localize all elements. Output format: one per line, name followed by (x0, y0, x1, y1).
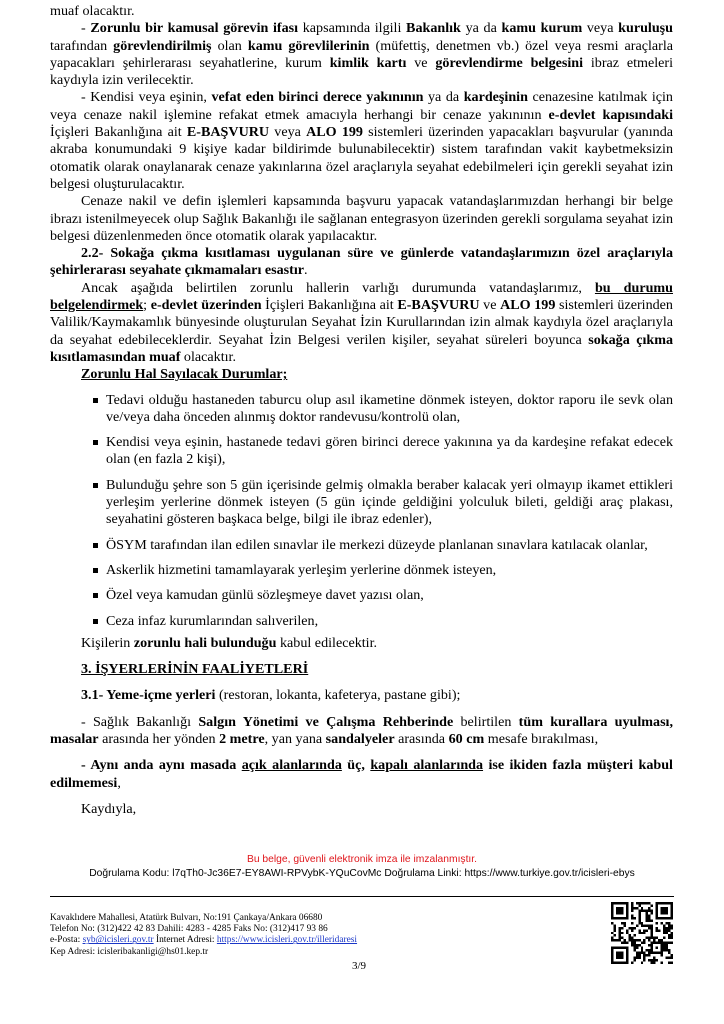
document-body (50, 3, 673, 818)
footer-email-line: e-Posta: syb@icisleri.gov.tr İnternet Adresi: https://www.icisleri.gov.tr/illeridaresi (50, 935, 358, 946)
list-item: Askerlik hizmetini tamamlayarak yerleşim yerlerine dönmek isteyen, (50, 562, 673, 579)
list-item: Bulunduğu şehre son 5 gün içerisinde gelmiş olmakla beraber kalacak yeri olmayıp ikamet ettikleri yerleşim yerlerine dönmek isteyen (5 gün içinde geldiğini yolculuk bileti, geldiği araç plakası, seyahatini gösteren başkaca belge, bilgi ile ibraz edenler), (50, 477, 673, 529)
verification-line: Doğrulama Kodu: l7qTh0-Jc36E7-EY8AWI-RPVybK-YQuCovMc Doğrulama Linki: https://www.turkiye.gov.tr/icisleri-ebys (89, 868, 635, 879)
bullet-square-icon (93, 483, 98, 488)
paragraph-cenaze: - Kendisi veya eşinin, vefat eden birinci derece yakınının ya da kardeşinin cenazesine katılmak için veya cenaze nakil işlemine refakat etmek amacıyla herhangi bir cenaze yakınının e-devlet kapısındaki İçişleri Bakanlığına ait E-BAŞVURU veya ALO 199 sistemleri üzerinden yapacakları başvurular (yanında akraba konumundaki 9 kişiye kadar bildirimde bulunabilecektir) sistem tarafından vakit kaybetmeksizin otomatik olarak onaylanarak cenaze yakınlarına özel araçlarıyla seyahat edebilmeleri için gerekli seyahat izin belgesi oluşturulacaktır. (50, 89, 673, 192)
bullet-square-icon (93, 593, 98, 598)
footer-contact (50, 913, 357, 958)
footer-divider (50, 896, 674, 897)
bullet-square-icon (93, 440, 98, 445)
qr-code-icon (611, 902, 673, 964)
paragraph-musteri-siniri: - Aynı anda aynı masada açık alanlarında üç, kapalı alanlarında ise ikiden fazla müşteri kabul edilmemesi, (50, 757, 673, 791)
e-signature-notice: Bu belge, güvenli elektronik imza ile imzalanmıştır. (246, 854, 478, 865)
paragraph-zorunlu-haller: Ancak aşağıda belirtilen zorunlu hallerin varlığı durumunda vatandaşlarımız, bu durumu belgelendirmek; e-devlet üzerinden İçişleri Bakanlığına ait E-BAŞVURU ve ALO 199 sistemleri üzerinden Valilik/Kaymakamlık bünyesinde oluşturulan Seyahat İzin Kurullarından izin almak kaydıyla özel araçlarıyla da seyahat edebileceklerdir. Seyahat İzin Belgesi verilen kişiler, seyahat süreleri boyunca sokağa çıkma kısıtlamasından muaf olacaktır. (50, 279, 673, 365)
bullet-list (50, 392, 673, 630)
section-2-2-heading: 2.2- Sokağa çıkma kısıtlaması uygulanan süre ve günlerde vatandaşlarımızın özel araçlarıyla şehirlerarası seyahate çıkmamaları esastır. (50, 245, 673, 279)
list-item: ÖSYM tarafından ilan edilen sınavlar ile merkezi düzeyde planlanan sınavlara katılacak olanlar, (50, 537, 673, 554)
bullet-square-icon (93, 568, 98, 573)
footer-kep: Kep Adresi: icisleribakanligi@hs01.kep.tr (50, 946, 209, 957)
list-item: Özel veya kamudan günlü sözleşmeye davet yazısı olan, (50, 587, 673, 604)
list-item: Tedavi olduğu hastaneden taburcu olup asıl ikametine dönmek isteyen, doktor raporu ile sevk olan ve/veya daha önceden alınmış doktor randevusu/kontrolü olan, (50, 392, 673, 427)
bullet-square-icon (93, 543, 98, 548)
internet-link[interactable]: https://www.icisleri.gov.tr/illeridaresi (216, 935, 358, 946)
page-number: 3/9 (352, 960, 367, 972)
bullet-square-icon (93, 398, 98, 403)
footer-phone: Telefon No: (312)422 42 83 Dahili: 4283 - 4285 Faks No: (312)417 93 86 (50, 924, 328, 935)
bullet-square-icon (93, 619, 98, 624)
email-link[interactable]: syb@icisleri.gov.tr (82, 935, 154, 946)
paragraph-cenaze-nakil: Cenaze nakil ve defin işlemleri kapsamında başvuru yapacak vatandaşlarımızdan herhangi bir belge ibrazı istenilmeyecek olup Sağlık Bakanlığı ile sağlanan entegrasyon üzerinden gerekli sorgulama seyahat izin belgesi düzenlenmeden önce otomatik olarak yapılacaktır. (50, 193, 673, 244)
paragraph-zorunlu-hal-kabul: Kişilerin zorunlu hali bulunduğu kabul edilecektir. (81, 634, 378, 651)
section-3-1-heading: 3.1- Yeme-içme yerleri (restoran, lokanta, kafeterya, pastane gibi); (81, 687, 461, 704)
list-item: Ceza infaz kurumlarından salıverilen, (50, 613, 673, 630)
list-item: Kendisi veya eşinin, hastanede tedavi gören birinci derece yakınına ya da kardeşine refakat edecek olan (en fazla 2 kişi), (50, 434, 673, 469)
paragraph-continuation: muaf olacaktır. (50, 3, 135, 19)
paragraph-kaydiyla: Kaydıyla, (81, 800, 137, 817)
paragraph-kurallar: - Sağlık Bakanlığı Salgın Yönetimi ve Çalışma Rehberinde belirtilen tüm kurallara uyulması, masalar arasında her yönden 2 metre, yan yana sandalyeler arasında 60 cm mesafe bırakılması, (50, 713, 673, 747)
paragraph-kamu-gorevlileri: - Zorunlu bir kamusal görevin ifası kapsamında ilgili Bakanlık ya da kamu kurum veya kuruluşu tarafından görevlendirilmiş olan kamu görevlilerinin (müfettiş, denetmen vb.) özel veya resmi araçlarla yapacakları şehirlerarası seyahatlerine, kurum kimlik kartı ve görevlendirme belgesini ibraz etmeleri kaydıyla izin verilecektir. (50, 20, 674, 89)
zorunlu-hal-heading: Zorunlu Hal Sayılacak Durumlar; (81, 366, 288, 383)
footer-address: Kavaklıdere Mahallesi, Atatürk Bulvarı, No:191 Çankaya/Ankara 06680 (50, 913, 323, 923)
section-3-heading: 3. İŞYERLERİNİN FAALİYETLERİ (81, 661, 309, 678)
